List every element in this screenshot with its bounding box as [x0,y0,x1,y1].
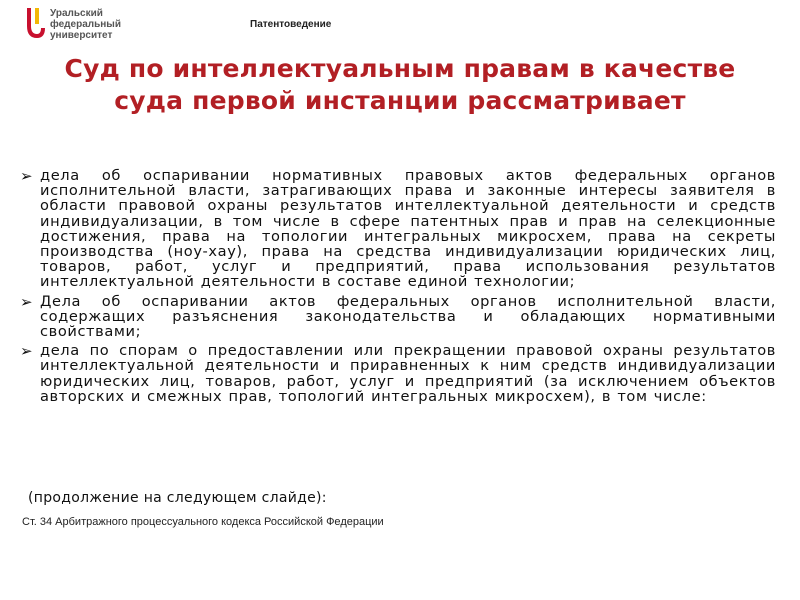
ural-university-logo-icon [26,6,46,40]
bullet-item [20,168,776,290]
arrow-checkmark-bullet-icon: ➢ [20,342,33,361]
bullet-text: дела об оспаривании нормативных правовых актов федеральных органов исполнительной власти, затрагивающих права и законные интересы заявителя в области правовой охраны результатов интеллектуальной деятельности и средств индивидуализации, в том числе в сфере патентных прав и прав на селекционные достижения, права на топологии интегральных микросхем, права на секреты производства (ноу-хау), права на средства индивидуализации юридических лиц, товаров, работ, услуг и предприятий, права использования результатов интеллектуальной деятельности в составе единой технологии; [40,167,776,291]
source-citation: Ст. 34 Арбитражного процессуального кодекса Российской Федерации [22,516,384,528]
arrow-checkmark-bullet-icon: ➢ [20,167,33,185]
logo-line: университет [50,30,113,41]
university-logo [26,6,121,41]
slide-title: Суд по интеллектуальным правам в качестве суда первой инстанции рассматривает [64,54,736,115]
bullet-item [20,343,776,404]
bullet-text: дела по спорам о предоставлении или прекращении правовой охраны результатов интеллектуальной деятельности и приравненных к ним средств индивидуализации юридических лиц, товаров, работ, услуг и предприятий (за исключением объектов авторских и смежных прав, топологий интегральных микросхем), в том числе: [40,342,776,405]
bullet-text: Дела об оспаривании актов федеральных органов исполнительной власти, содержащих разъяснения законодательства и обладающих нормативными свойствами; [40,292,776,341]
continued-note: (продолжение на следующем слайде): [28,490,327,506]
bullet-list [20,168,776,408]
bullet-item [20,294,776,340]
logo-line: Уральский [50,8,103,19]
arrow-checkmark-bullet-icon: ➢ [20,292,33,311]
logo-text [50,8,121,41]
logo-line: федеральный [50,19,121,30]
course-name: Патентоведение [250,19,332,30]
